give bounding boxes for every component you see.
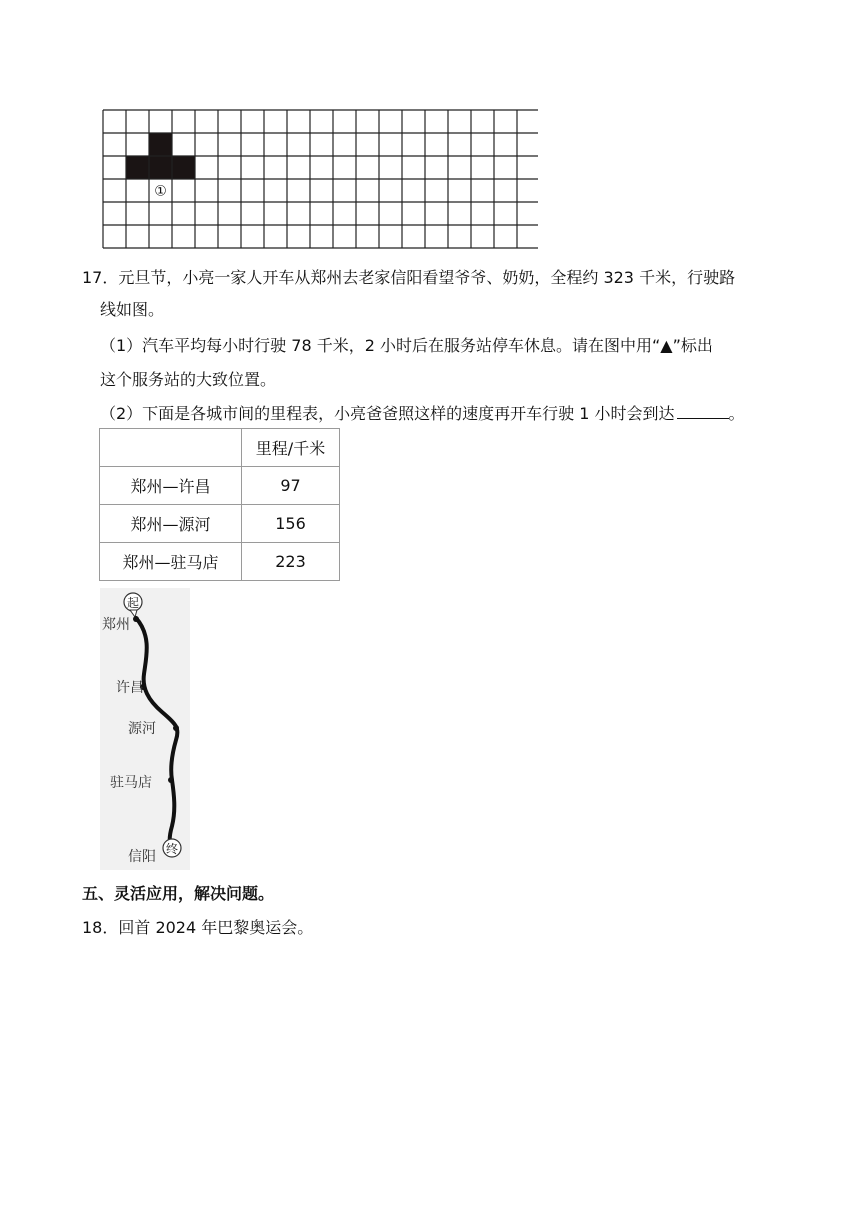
table-row [100, 467, 340, 505]
city-label-xuchang: 许昌 [116, 680, 144, 696]
start-badge-label: 起 [126, 596, 140, 610]
table-cell-distance: 223 [242, 543, 340, 581]
q17-part1-line1: （1）汽车平均每小时行驶 78 千米，2 小时后在服务站停车休息。请在图中用“▲”标出 [100, 336, 713, 355]
end-badge-icon [163, 839, 181, 857]
q18-text: 18．回首 2024 年巴黎奥运会。 [82, 918, 314, 937]
answer-blank[interactable] [677, 404, 729, 419]
city-dot [168, 777, 174, 783]
table-cell-route: 郑州—源河 [100, 505, 242, 543]
city-label-zhengzhou: 郑州 [102, 617, 130, 633]
section-5-title: 五、灵活应用，解决问题。 [82, 884, 275, 903]
grid-filled-cell [172, 156, 195, 179]
grid-filled-cell [149, 133, 172, 156]
route-map [100, 588, 190, 870]
city-label-yuanhe: 源河 [128, 721, 156, 737]
table-header-row [100, 429, 340, 467]
q17-part2 [100, 404, 745, 424]
end-badge-label: 终 [165, 842, 179, 856]
q17-part2-text: （2）下面是各城市间的里程表，小亮爸爸照这样的速度再开车行驶 1 小时会到达 [100, 404, 675, 423]
grid-filled-cell [149, 156, 172, 179]
grid-figure [102, 109, 538, 253]
table-cell-route: 郑州—驻马店 [100, 543, 242, 581]
grid-marker-label: ① [154, 183, 167, 200]
q17-line2: 线如图。 [100, 300, 165, 319]
city-dot [133, 616, 139, 622]
table-cell-distance: 97 [242, 467, 340, 505]
table-header-cell [100, 429, 242, 467]
q17-part1-line2: 这个服务站的大致位置。 [100, 370, 277, 389]
city-dot [173, 725, 179, 731]
table-cell-distance: 156 [242, 505, 340, 543]
table-row [100, 543, 340, 581]
city-label-zhumadian: 驻马店 [110, 775, 152, 791]
grid-filled-cell [126, 156, 149, 179]
table-row [100, 505, 340, 543]
table-cell-route: 郑州—许昌 [100, 467, 242, 505]
q17-part2-end: 。 [728, 404, 745, 423]
city-label-xinyang: 信阳 [128, 849, 156, 865]
table-header-cell: 里程/千米 [242, 429, 340, 467]
q17-line1: 17．元旦节，小亮一家人开车从郑州去老家信阳看望爷爷、奶奶，全程约 323 千米，行驶路 [82, 268, 736, 287]
mileage-table [99, 428, 340, 581]
